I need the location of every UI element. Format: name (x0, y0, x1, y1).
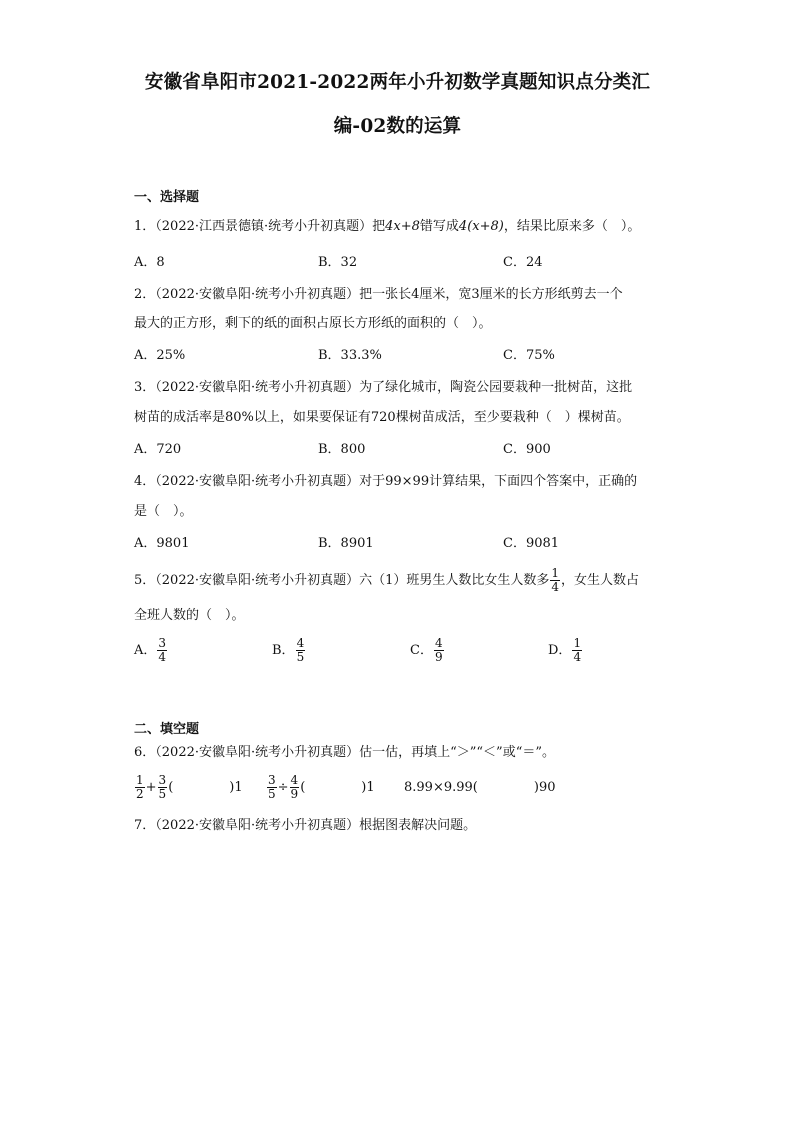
question-3-option-c: C．900 (503, 442, 551, 457)
document-title-line-1: 安徽省阜阳市2021-2022两年小升初数学真题知识点分类汇 (144, 72, 651, 93)
question-1-expression-1: 4x+8 (385, 219, 420, 234)
question-6-expression-3: 8.99×9.99( )90 (404, 780, 556, 795)
question-2-option-b: B．33.3% (318, 348, 382, 363)
question-2-option-c: C．75% (503, 348, 555, 363)
question-3-line-1: 3．（2022·安徽阜阳·统考小升初真题）为了绿化城市，陶瓷公园要栽种一批树苗，这批 (134, 380, 633, 395)
question-1-text-pre: 1．（2022·江西景德镇·统考小升初真题）把 (134, 219, 386, 234)
question-1 (134, 217, 640, 237)
question-4-option-c: C．9081 (503, 536, 560, 551)
document-title-line-2: 编-02数的运算 (333, 116, 462, 137)
question-4-option-b: B．8901 (318, 536, 374, 551)
question-5-option-d: D． $\frac{1}{4}$ (548, 636, 582, 664)
question-1-option-b: B．32 (318, 255, 358, 270)
question-2-line-1: 2．（2022·安徽阜阳·统考小升初真题）把一张长4厘米，宽3厘米的长方形纸剪去一个 (134, 287, 623, 302)
question-4-line-2: 是（ ）。 (134, 504, 193, 519)
question-4-line-1: 4．（2022·安徽阜阳·统考小升初真题）对于99×99计算结果，下面四个答案中，正确的 (134, 474, 638, 489)
question-5-option-c: C． $\frac{4}{9}$ (410, 636, 443, 664)
question-6-expression-1: $\frac{1}{2}$ + $\frac{3}{5}$ ( )1 (136, 773, 243, 801)
question-5-fraction: $\frac{1}{4}$ (551, 566, 560, 594)
question-5-option-a: A． $\frac{3}{4}$ (134, 636, 167, 664)
question-3-option-a: A．720 (134, 442, 182, 457)
question-5-text-post: ，女生人数占 (561, 573, 640, 588)
question-6-expression-2: $\frac{3}{5}$ ÷ $\frac{4}{9}$ ( )1 (268, 773, 375, 801)
section-heading-fill-in: 二、填空题 (134, 722, 200, 737)
question-1-option-c: C．24 (503, 255, 543, 270)
question-1-text-post: ，结果比原来多（ ）。 (503, 219, 641, 234)
question-3-line-2: 树苗的成活率是80%以上，如果要保证有720棵树苗成活，至少要栽种（ ）棵树苗。 (134, 410, 630, 425)
question-2-line-2: 最大的正方形，剩下的纸的面积占原长方形纸的面积的（ ）。 (134, 316, 492, 331)
question-5-option-b: B． $\frac{4}{5}$ (272, 636, 305, 664)
section-heading-choice: 一、选择题 (134, 190, 200, 205)
question-1-expression-2: 4(x+8) (458, 219, 504, 234)
question-5-text-pre: 5．（2022·安徽阜阳·统考小升初真题）六（1）班男生人数比女生人数多 (134, 573, 550, 588)
question-5-line-1 (134, 566, 639, 596)
question-1-option-a: A．8 (134, 255, 165, 270)
question-4-option-a: A．9801 (134, 536, 190, 551)
question-3-option-b: B．800 (318, 442, 366, 457)
question-6-line-1: 6．（2022·安徽阜阳·统考小升初真题）估一估，再填上“＞”“＜”或“＝”。 (134, 745, 555, 760)
question-5-line-2: 全班人数的（ ）。 (134, 608, 245, 623)
question-1-text-mid: 错写成 (419, 219, 459, 234)
question-2-option-a: A．25% (134, 348, 186, 363)
question-7-line-1: 7．（2022·安徽阜阳·统考小升初真题）根据图表解决问题。 (134, 818, 477, 833)
